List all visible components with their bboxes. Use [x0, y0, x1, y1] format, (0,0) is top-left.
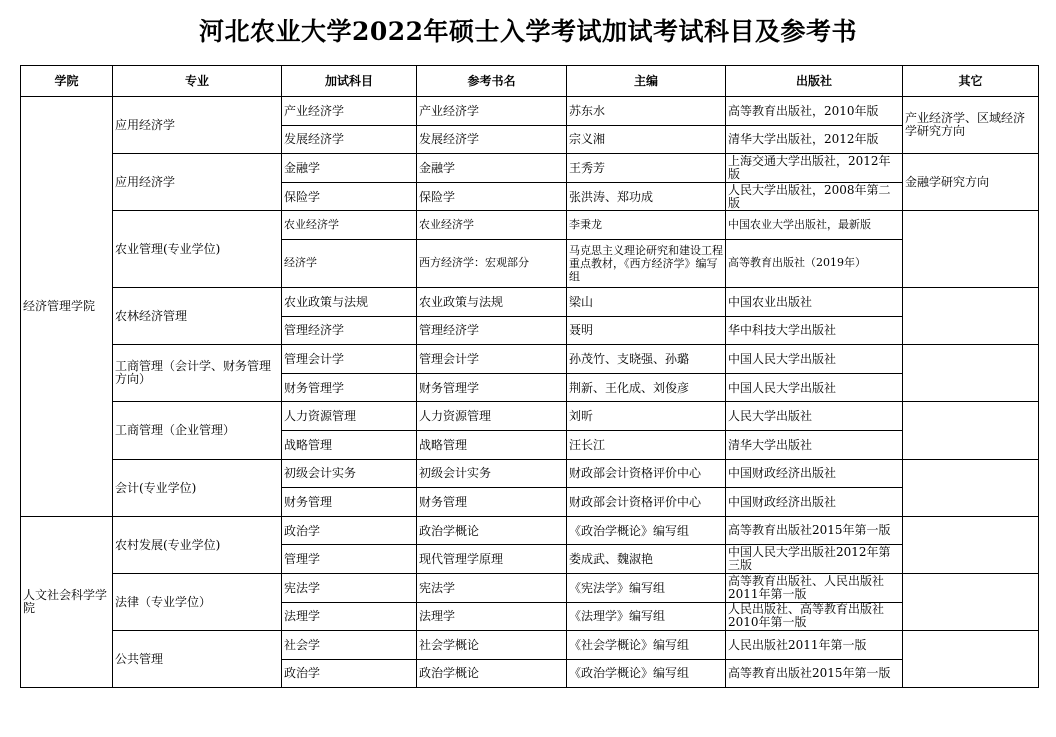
publisher-cell: 中国财政经济出版社 — [726, 459, 903, 488]
header-other: 其它 — [903, 66, 1039, 97]
subject-cell: 保险学 — [282, 182, 417, 211]
header-major: 专业 — [113, 66, 282, 97]
publisher-cell: 人民出版社、高等教育出版社2010年第一版 — [726, 602, 903, 631]
major-cell: 应用经济学 — [113, 97, 282, 154]
editor-cell: 宗义湘 — [567, 125, 726, 154]
header-book: 参考书名 — [417, 66, 567, 97]
book-cell: 农业经济学 — [417, 211, 567, 240]
publisher-cell: 中国人民大学出版社2012年第三版 — [726, 545, 903, 574]
book-cell: 管理会计学 — [417, 345, 567, 374]
publisher-cell: 华中科技大学出版社 — [726, 316, 903, 345]
other-cell: 金融学研究方向 — [903, 154, 1039, 211]
editor-cell: 财政部会计资格评价中心 — [567, 459, 726, 488]
subject-cell: 宪法学 — [282, 573, 417, 602]
editor-cell: 聂明 — [567, 316, 726, 345]
editor-cell: 马克思主义理论研究和建设工程重点教材，《西方经济学》编写组 — [567, 239, 726, 287]
subject-cell: 农业政策与法规 — [282, 287, 417, 316]
other-cell — [903, 345, 1039, 402]
table-row — [21, 287, 1039, 316]
other-cell — [903, 402, 1039, 459]
book-cell: 法理学 — [417, 602, 567, 631]
subject-cell: 法理学 — [282, 602, 417, 631]
editor-cell: 苏东水 — [567, 97, 726, 126]
editor-cell: 李秉龙 — [567, 211, 726, 240]
editor-cell: 《宪法学》编写组 — [567, 573, 726, 602]
other-cell — [903, 211, 1039, 288]
subject-cell: 战略管理 — [282, 430, 417, 459]
subject-cell: 初级会计实务 — [282, 459, 417, 488]
publisher-cell: 人民大学出版社 — [726, 402, 903, 431]
book-cell: 发展经济学 — [417, 125, 567, 154]
editor-cell: 汪长江 — [567, 430, 726, 459]
table-row — [21, 154, 1039, 183]
subject-cell: 发展经济学 — [282, 125, 417, 154]
table-row — [21, 459, 1039, 488]
major-cell: 工商管理（企业管理） — [113, 402, 282, 459]
publisher-cell: 人民大学出版社，2008年第二版 — [726, 182, 903, 211]
subject-cell: 产业经济学 — [282, 97, 417, 126]
table-row — [21, 516, 1039, 545]
other-cell — [903, 573, 1039, 630]
book-cell: 政治学概论 — [417, 516, 567, 545]
book-cell: 农业政策与法规 — [417, 287, 567, 316]
publisher-cell: 高等教育出版社（2019年） — [726, 239, 903, 287]
subject-cell: 社会学 — [282, 631, 417, 660]
publisher-cell: 高等教育出版社2015年第一版 — [726, 659, 903, 688]
editor-cell: 《政治学概论》编写组 — [567, 516, 726, 545]
book-cell: 战略管理 — [417, 430, 567, 459]
table-row — [21, 631, 1039, 660]
major-cell: 会计(专业学位) — [113, 459, 282, 516]
major-cell: 法律（专业学位） — [113, 573, 282, 630]
subject-cell: 农业经济学 — [282, 211, 417, 240]
major-cell: 农村发展(专业学位) — [113, 516, 282, 573]
book-cell: 现代管理学原理 — [417, 545, 567, 574]
editor-cell: 梁山 — [567, 287, 726, 316]
book-cell: 产业经济学 — [417, 97, 567, 126]
editor-cell: 娄成武、魏淑艳 — [567, 545, 726, 574]
book-cell: 政治学概论 — [417, 659, 567, 688]
header-college: 学院 — [21, 66, 113, 97]
editor-cell: 孙茂竹、支晓强、孙璐 — [567, 345, 726, 374]
subject-cell: 管理会计学 — [282, 345, 417, 374]
editor-cell: 财政部会计资格评价中心 — [567, 488, 726, 517]
subject-cell: 经济学 — [282, 239, 417, 287]
publisher-cell: 人民出版社2011年第一版 — [726, 631, 903, 660]
header-editor: 主编 — [567, 66, 726, 97]
subject-cell: 管理学 — [282, 545, 417, 574]
editor-cell: 王秀芳 — [567, 154, 726, 183]
major-cell: 农业管理(专业学位) — [113, 211, 282, 288]
book-cell: 宪法学 — [417, 573, 567, 602]
college-cell: 人文社会科学学院 — [21, 516, 113, 688]
exam-subjects-table — [20, 65, 1039, 688]
book-cell: 保险学 — [417, 182, 567, 211]
major-cell: 公共管理 — [113, 631, 282, 688]
major-cell: 工商管理（会计学、财务管理方向） — [113, 345, 282, 402]
publisher-cell: 中国农业大学出版社，最新版 — [726, 211, 903, 240]
book-cell: 财务管理学 — [417, 373, 567, 402]
table-row — [21, 97, 1039, 126]
publisher-cell: 清华大学出版社，2012年版 — [726, 125, 903, 154]
header-publisher: 出版社 — [726, 66, 903, 97]
other-cell — [903, 516, 1039, 573]
header-row — [21, 66, 1039, 97]
book-cell: 西方经济学：宏观部分 — [417, 239, 567, 287]
subject-cell: 管理经济学 — [282, 316, 417, 345]
publisher-cell: 清华大学出版社 — [726, 430, 903, 459]
book-cell: 金融学 — [417, 154, 567, 183]
publisher-cell: 上海交通大学出版社，2012年版 — [726, 154, 903, 183]
page-title: 河北农业大学2022年硕士入学考试加试考试科目及参考书 — [198, 17, 858, 46]
editor-cell: 《法理学》编写组 — [567, 602, 726, 631]
table-row — [21, 402, 1039, 431]
header-subject: 加试科目 — [282, 66, 417, 97]
subject-cell: 政治学 — [282, 516, 417, 545]
table-row — [21, 211, 1039, 240]
publisher-cell: 中国农业出版社 — [726, 287, 903, 316]
publisher-cell: 中国人民大学出版社 — [726, 345, 903, 374]
major-cell: 农林经济管理 — [113, 287, 282, 344]
publisher-cell: 中国人民大学出版社 — [726, 373, 903, 402]
table-row — [21, 345, 1039, 374]
book-cell: 社会学概论 — [417, 631, 567, 660]
book-cell: 初级会计实务 — [417, 459, 567, 488]
editor-cell: 《政治学概论》编写组 — [567, 659, 726, 688]
other-cell — [903, 631, 1039, 688]
college-cell: 经济管理学院 — [21, 97, 113, 517]
subject-cell: 金融学 — [282, 154, 417, 183]
other-cell: 产业经济学、区域经济学研究方向 — [903, 97, 1039, 154]
publisher-cell: 高等教育出版社2015年第一版 — [726, 516, 903, 545]
major-cell: 应用经济学 — [113, 154, 282, 211]
table-row — [21, 573, 1039, 602]
editor-cell: 荆新、王化成、刘俊彦 — [567, 373, 726, 402]
book-cell: 人力资源管理 — [417, 402, 567, 431]
other-cell — [903, 459, 1039, 516]
subject-cell: 财务管理学 — [282, 373, 417, 402]
publisher-cell: 高等教育出版社、人民出版社2011年第一版 — [726, 573, 903, 602]
other-cell — [903, 287, 1039, 344]
subject-cell: 人力资源管理 — [282, 402, 417, 431]
editor-cell: 《社会学概论》编写组 — [567, 631, 726, 660]
publisher-cell: 中国财政经济出版社 — [726, 488, 903, 517]
publisher-cell: 高等教育出版社，2010年版 — [726, 97, 903, 126]
editor-cell: 张洪涛、郑功成 — [567, 182, 726, 211]
book-cell: 管理经济学 — [417, 316, 567, 345]
editor-cell: 刘昕 — [567, 402, 726, 431]
subject-cell: 财务管理 — [282, 488, 417, 517]
book-cell: 财务管理 — [417, 488, 567, 517]
subject-cell: 政治学 — [282, 659, 417, 688]
